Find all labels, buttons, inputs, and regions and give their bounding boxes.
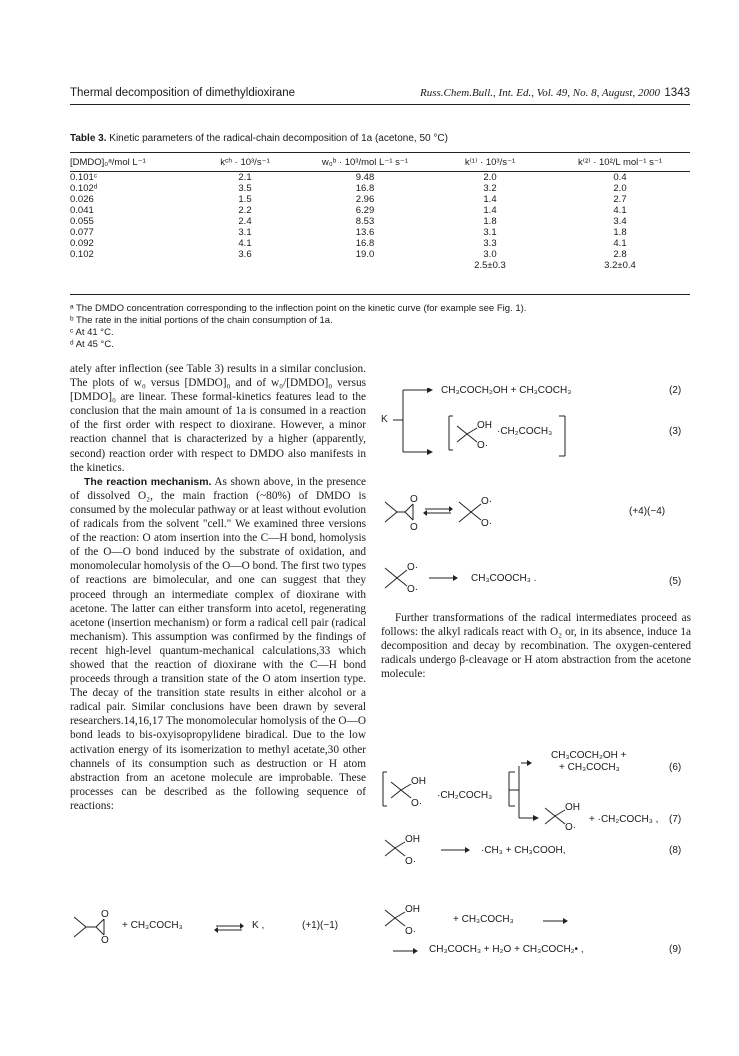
svg-text:O: O <box>101 909 109 920</box>
equation-number: (8) <box>669 845 682 856</box>
header-citation: Russ.Chem.Bull., Int. Ed., Vol. 49, No. 8, August, 2000 <box>420 87 660 99</box>
svg-text:OH: OH <box>411 776 426 787</box>
product-line2: + CH₃COCH₃ <box>559 762 620 773</box>
table-cell: 19.0 <box>355 249 375 260</box>
reaction-6-7 <box>381 750 691 830</box>
table-cell: 0.102 <box>70 249 94 260</box>
hydroxy-oxy-structure <box>447 408 497 452</box>
reaction-8 <box>381 832 691 868</box>
table-cell: 8.53 <box>355 216 375 227</box>
table-cell: 2.8 <box>613 249 627 260</box>
product-text: CH₃COCH₂OH + CH₃COCH₃ <box>441 385 572 396</box>
section-heading: The reaction mechanism. <box>84 475 212 488</box>
equation-number: (2) <box>669 385 682 396</box>
table-cell: 4.1 <box>238 238 252 249</box>
svg-text:O: O <box>410 494 418 505</box>
table-cell: 3.1 <box>238 227 252 238</box>
svg-text:O·: O· <box>481 518 493 529</box>
equation-number: (7) <box>669 814 682 825</box>
arrow-6 <box>521 758 533 768</box>
table-cell: 3.3 <box>483 238 497 249</box>
col-header: k⁽²⁾ · 10²/L mol⁻¹ s⁻¹ <box>550 155 690 172</box>
left-column-text <box>70 362 366 813</box>
table-cell: 1.8 <box>613 227 627 238</box>
svg-text:OH: OH <box>477 420 492 431</box>
table-cell: 0.102ᵈ <box>70 183 98 194</box>
footnote: ᶜ At 41 °C. <box>70 327 114 338</box>
table-cell: 3.4 <box>613 216 627 227</box>
svg-text:O·: O· <box>477 440 489 451</box>
table-row <box>70 194 690 205</box>
product-line1: CH₃COCH₂OH + <box>551 750 627 761</box>
table-row <box>70 260 690 271</box>
table-cell: 1.4 <box>483 205 497 216</box>
table-label: Table 3. <box>70 133 107 144</box>
svg-text:O·: O· <box>407 562 419 573</box>
header-rule <box>70 104 690 105</box>
product-label: CH₃COOCH₃ . <box>471 573 537 584</box>
table-cell: 2.0 <box>483 172 497 183</box>
k-label: K <box>381 414 388 425</box>
svg-text:OH: OH <box>565 802 580 813</box>
table-cell: 2.1 <box>238 172 252 183</box>
table-cell <box>70 260 190 271</box>
product-label: ·CH₃ + CH₃COOH, <box>481 845 566 856</box>
reaction-arrow <box>541 916 571 926</box>
reactant-label: + CH₃COCH₃ <box>122 920 183 931</box>
equilibrium-arrow <box>214 923 244 933</box>
footnote: ᵃ The DMDO concentration corresponding to the inflection point on the kinetic curve (for example see Fig. 1). <box>70 303 527 314</box>
table-cell: 0.055 <box>70 216 94 227</box>
table-cell: 13.6 <box>355 227 375 238</box>
table-cell: 3.2±0.4 <box>604 260 636 271</box>
bracket <box>557 414 573 458</box>
reaction-arrow <box>391 946 421 956</box>
table-caption-text: Kinetic parameters of the radical-chain decomposition of 1a (acetone, 50 °C) <box>109 133 448 144</box>
table-bottom-rule <box>70 294 690 295</box>
table-cell <box>300 260 430 271</box>
page-number: 1343 <box>664 87 690 99</box>
equation-number: (9) <box>669 944 682 955</box>
table-cell: 2.2 <box>238 205 252 216</box>
paragraph <box>70 475 366 813</box>
table-cell: 0.4 <box>613 172 627 183</box>
reaction-9 <box>381 902 691 962</box>
svg-text:O·: O· <box>405 926 417 937</box>
svg-text:O·: O· <box>411 798 423 809</box>
table-cell: 3.2 <box>483 183 497 194</box>
hydroxy-oxy-radical <box>381 832 481 868</box>
table-cell: 2.4 <box>238 216 252 227</box>
svg-text:OH: OH <box>405 904 420 915</box>
branch-arrows <box>393 388 443 458</box>
col-header: w₀ᵇ · 10³/mol L⁻¹ s⁻¹ <box>300 155 430 172</box>
equation-number: (6) <box>669 762 682 773</box>
table-cell: 3.1 <box>483 227 497 238</box>
svg-text:O·: O· <box>407 584 419 595</box>
table-cell: 1.8 <box>483 216 497 227</box>
reaction-5 <box>381 560 691 596</box>
table-cell: 3.5 <box>238 183 252 194</box>
biradical-structure <box>381 560 461 596</box>
table-cell: 4.1 <box>613 205 627 216</box>
table-cell: 16.8 <box>355 238 375 249</box>
equation-number: (+4)(−4) <box>629 506 666 517</box>
reaction-4 <box>381 492 691 532</box>
svg-text:O·: O· <box>481 496 493 507</box>
col-header: [DMDO]₀ᵃ/mol L⁻¹ <box>70 155 190 172</box>
table-cell: 3.6 <box>238 249 252 260</box>
table-header-row <box>70 155 690 172</box>
table-row <box>70 216 690 227</box>
hydroxy-oxy-radical <box>381 902 441 938</box>
table-cell: 16.8 <box>355 183 375 194</box>
col-header: k⁽¹⁾ · 10³/s⁻¹ <box>430 155 550 172</box>
svg-text:O: O <box>101 935 109 945</box>
table-row <box>70 205 690 216</box>
svg-text:OH: OH <box>405 834 420 845</box>
right-column-text <box>381 611 691 681</box>
svg-text:O·: O· <box>405 856 417 867</box>
col-header: kᶜʰ · 10³/s⁻¹ <box>190 155 300 172</box>
table-cell: 9.48 <box>355 172 375 183</box>
reaction-1 <box>70 905 370 945</box>
table-cell <box>190 260 300 271</box>
reaction-2-3 <box>381 380 691 460</box>
table-cell: 1.4 <box>483 194 497 205</box>
table-cell: 0.077 <box>70 227 94 238</box>
table-cell: 6.29 <box>355 205 375 216</box>
paragraph: Further transformations of the radical intermediates proceed as follows: the alkyl radicals react with O₂ or, in its absence, induce 1a decomposition and decay by recombination. The oxygen-centered radicals undergo β-cleavage or H atom abstraction from the acetone molecule: <box>381 612 691 681</box>
equation-number: (+1)(−1) <box>302 920 339 931</box>
table-cell: 4.1 <box>613 238 627 249</box>
table-row <box>70 183 690 194</box>
svg-text:O·: O· <box>565 822 577 832</box>
header-title: Thermal decomposition of dimethyldioxirane <box>70 87 295 99</box>
product-label: K , <box>252 920 265 931</box>
radical-pair-structure <box>381 766 541 826</box>
table-row <box>70 227 690 238</box>
table-cell: 0.101ᶜ <box>70 172 98 183</box>
table-cell: 0.026 <box>70 194 94 205</box>
product-label: + ·CH₂COCH₃ , <box>589 814 659 825</box>
table-row <box>70 249 690 260</box>
table-cell: 0.092 <box>70 238 94 249</box>
paragraph-text: As shown above, in the presence of dissolved O₂, the main fraction (~80%) of DMDO is consumed by the molecular pathway or at least without evolution of radicals from the solvent "cell." We examined three versions of the reaction: O atom insertion into the C—H bond, homolysis of the O—O bond induced by the substrate of oxidation, and monomolecular homolysis of the O—O bond. The first two types of reactions are bimolecular, and one can suggest that they proceed through an intermediate complex of dioxirane with acetone. The latter can either transform into acetol, regenerating acetone (insertion mechanism) or form a radical cell pair (radical mechanism). This assumption was confirmed by the findings of recent high-level quantum-mechanical calculations,33 which showed that the reaction of dioxirane with the C—H bond proceeds through a transition state of the O atom insertion type. The decay of the transition state results in either alcohol or a radical pair. Similar conclusions have been drawn by several researchers.14,16,17 The monomolecular homolysis of the O—O bond leads to bis-oxyisopropylidene biradical. Due to the low activation energy of its isomerization to methyl acetate,30 other channels of its consumption such as destruction or H atom abstraction from an acetone molecule are improbable. These processes can be described as the following sequence of reactions: <box>70 475 366 812</box>
radical-label: ·CH₂COCH₃ <box>497 426 553 437</box>
product-label: CH₃COCH₃ + H₂O + CH₃COCH₂• , <box>429 944 584 955</box>
table-caption <box>70 133 448 144</box>
table-cell: 1.5 <box>238 194 252 205</box>
reactant-label: + CH₃COCH₃ <box>453 914 514 925</box>
table-cell: 2.5±0.3 <box>474 260 506 271</box>
table-row <box>70 238 690 249</box>
table-cell: 2.0 <box>613 183 627 194</box>
hydroxy-oxy-product <box>541 802 591 832</box>
table-cell: 2.7 <box>613 194 627 205</box>
dioxirane-biradical <box>381 492 521 532</box>
equation-number: (3) <box>669 426 682 437</box>
table-cell: 2.96 <box>355 194 375 205</box>
table-cell: 3.0 <box>483 249 497 260</box>
svg-text:·CH₂COCH₃: ·CH₂COCH₃ <box>437 790 493 801</box>
footnote: ᵈ At 45 °C. <box>70 339 114 350</box>
table-top-rule <box>70 152 690 153</box>
table-cell: 0.041 <box>70 205 94 216</box>
svg-text:O: O <box>410 522 418 532</box>
footnote: ᵇ The rate in the initial portions of the chain consumption of 1a. <box>70 315 333 326</box>
equation-number: (5) <box>669 576 682 587</box>
paragraph: ately after inflection (see Table 3) results in a similar conclusion. The plots of w₀ versus [DMDO]₀ and of w₀/[DMDO]₀ versus [DMDO]₀ are linear. These formal-kinetics features lead to the conclusion that the main amount of 1a is consumed in a reaction of the first order with respect to dioxirane. However, a minor reaction channel that is characterized by a higher (apparently, second) reaction order with respect to DMDO also manifests in the kinetics. <box>70 363 366 474</box>
kinetic-table <box>70 155 690 271</box>
table-row <box>70 172 690 184</box>
